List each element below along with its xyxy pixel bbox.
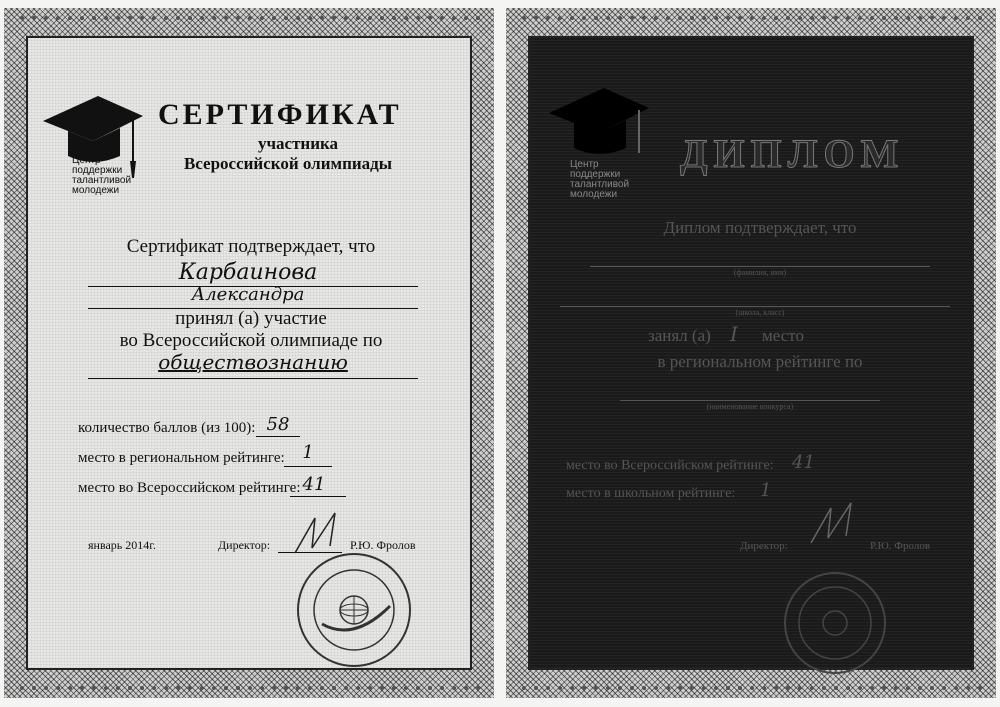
- diploma-national-label: место во Всероссийском рейтинге:: [566, 458, 774, 473]
- diploma-national-value: 41: [792, 452, 815, 473]
- diploma-confirms-text: Диплом подтверждает, что: [663, 218, 857, 237]
- regional-rating-text: в региональном рейтинге по: [657, 352, 863, 371]
- diploma-subject-caption: (наименование конкурса): [706, 402, 794, 411]
- place-prefix: занял (а): [648, 326, 711, 345]
- national-underline: [290, 496, 346, 497]
- participated-text: принял (а) участие: [175, 308, 327, 329]
- score-label: количество баллов (из 100):: [78, 420, 256, 436]
- logo-line-4: молодежи: [72, 185, 120, 196]
- subject-underline: [88, 378, 418, 379]
- diploma-director-name: Р.Ю. Фролов: [870, 540, 931, 552]
- official-seal-icon: [294, 550, 414, 675]
- national-rating-label: место во Всероссийском рейтинге:: [78, 480, 301, 496]
- diploma-seal-icon: [780, 568, 890, 683]
- diploma-top-ornament: [518, 14, 984, 22]
- certificate-top-ornament: [16, 14, 482, 22]
- certificate-subtitle-1: участника: [257, 134, 339, 153]
- place-suffix: место: [762, 326, 804, 345]
- director-name: Р.Ю. Фролов: [350, 538, 416, 552]
- diploma-school-line: [560, 306, 950, 307]
- logo-line-3: талантливой: [570, 179, 630, 190]
- diploma-title: ДИПЛОМ: [680, 131, 905, 176]
- recipient-first-name: Александра: [191, 284, 305, 305]
- logo-line-3: талантливой: [72, 175, 132, 186]
- diploma-name-caption: (фамилия, имя): [733, 268, 787, 277]
- diploma-subject-line: [620, 400, 880, 401]
- diploma-director-label: Директор:: [740, 540, 788, 552]
- logo-line-2: поддержки: [570, 169, 621, 180]
- certificate-title: СЕРТИФИКАТ: [158, 98, 402, 131]
- certificate-body: [26, 36, 472, 670]
- diploma-page: [506, 8, 996, 698]
- certificate-date: январь 2014г.: [88, 538, 156, 552]
- national-rating-value: 41: [302, 474, 326, 495]
- logo-caption: [72, 156, 131, 196]
- logo-caption: [570, 160, 629, 200]
- logo-line-1: Центр: [72, 155, 101, 166]
- regional-rating-label: место в региональном рейтинге:: [78, 450, 285, 466]
- diploma-signature-icon: [806, 498, 866, 553]
- diploma-body: [528, 36, 974, 670]
- regional-rating-value: 1: [302, 442, 314, 463]
- place-value: I: [730, 322, 738, 346]
- logo-line-2: поддержки: [72, 165, 123, 176]
- certificate-bottom-ornament: [16, 684, 482, 692]
- diploma-school-value: 1: [760, 480, 772, 501]
- olympiad-subject: обществознанию: [158, 350, 348, 374]
- olympiad-text: во Всероссийской олимпиаде по: [119, 330, 383, 351]
- certificate-page: [4, 8, 494, 698]
- diploma-name-line: [590, 266, 930, 267]
- diploma-bottom-ornament: [518, 684, 984, 692]
- logo-line-4: молодежи: [570, 189, 618, 200]
- logo-line-1: Центр: [570, 159, 599, 170]
- regional-underline: [284, 466, 332, 467]
- certificate-confirms-text: Сертификат подтверждает, что: [126, 236, 376, 257]
- recipient-last-name: Карбаинова: [178, 260, 318, 285]
- diploma-school-caption: (школа, класс): [735, 308, 785, 317]
- score-value: 58: [266, 414, 290, 435]
- certificate-subtitle-2: Всероссийской олимпиады: [183, 154, 393, 173]
- director-label: Директор:: [218, 538, 271, 552]
- diploma-school-label: место в школьном рейтинге:: [566, 486, 736, 501]
- score-underline: [256, 436, 300, 437]
